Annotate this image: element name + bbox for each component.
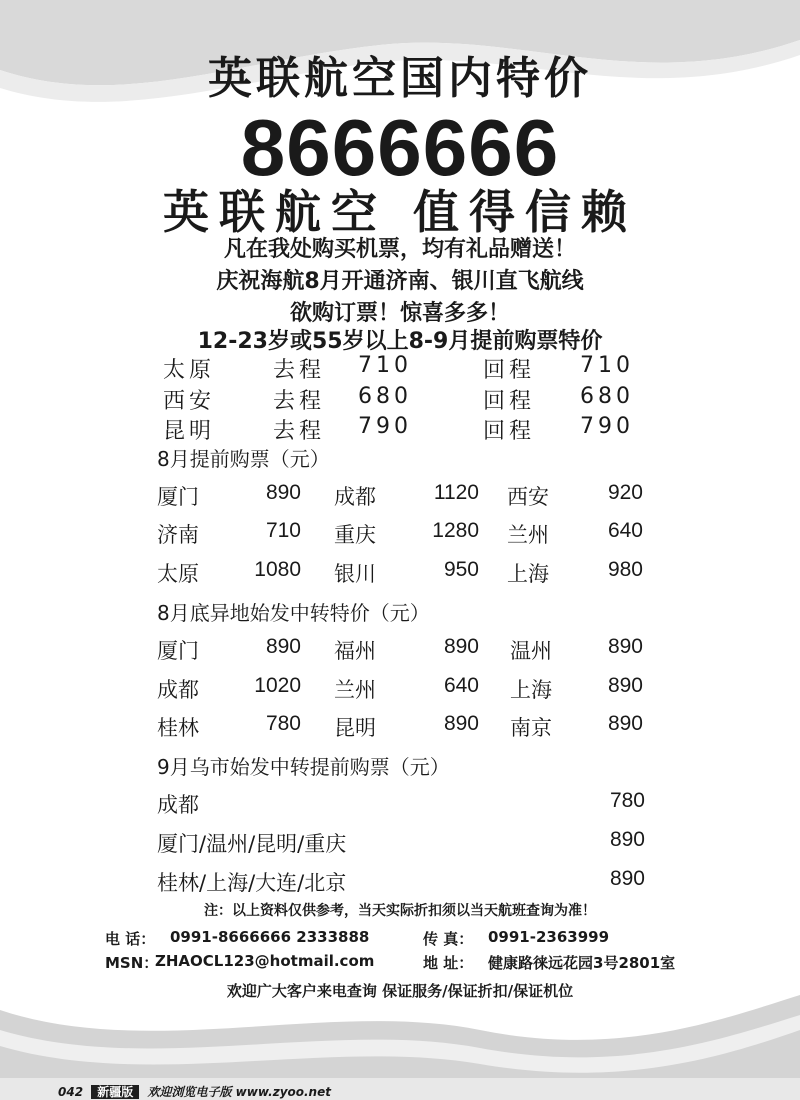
page-footer: [58, 1083, 331, 1100]
route-dest: 成都: [157, 793, 199, 817]
route-price: 890: [609, 828, 645, 851]
promo-line: 欲购订票！惊喜多多！: [289, 301, 510, 326]
youth-city: 西安: [163, 389, 216, 414]
fare-price: 890: [265, 481, 301, 504]
fare-price: 890: [443, 635, 479, 658]
edition-badge: 新疆版: [91, 1085, 139, 1099]
promo-line: 凡在我处购买机票，均有礼品赠送！: [223, 237, 576, 262]
fare-city: 厦门: [157, 485, 199, 509]
route-dest: 桂林/上海/大连/北京: [157, 871, 347, 895]
fax-label: 传 真：: [423, 930, 474, 948]
fare-city: 昆明: [334, 716, 376, 740]
fare-city: 厦门: [157, 639, 199, 663]
fare-city: 上海: [507, 562, 549, 586]
fare-city: 桂林: [157, 716, 199, 740]
section-title-august: 8月提前购票（元）: [157, 447, 330, 471]
youth-out-price: 790: [358, 414, 412, 439]
fare-city: 温州: [510, 639, 552, 663]
fare-price: 890: [607, 674, 643, 697]
fare-price: 710: [265, 519, 301, 542]
route-dest: 厦门/温州/昆明/重庆: [157, 832, 347, 856]
disclaimer-note: 注：以上资料仅供参考，当天实际折扣须以当天航班查询为准！: [204, 903, 596, 919]
phone-value: 0991-8666666 2333888: [170, 928, 370, 946]
youth-out-label: 去程: [273, 358, 326, 383]
fare-price: 890: [607, 635, 643, 658]
route-price: 890: [609, 867, 645, 890]
youth-out-label: 去程: [273, 389, 326, 414]
hotline-number: 8666666: [240, 103, 560, 192]
fare-price: 950: [443, 558, 479, 581]
youth-ret-label: 回程: [483, 389, 536, 414]
footer-text: 欢迎浏览电子版: [147, 1085, 232, 1099]
fare-city: 成都: [334, 485, 376, 509]
fare-price: 890: [265, 635, 301, 658]
address-label: 地 址：: [423, 954, 474, 972]
fare-city: 西安: [507, 485, 549, 509]
fare-price: 1280: [432, 519, 479, 542]
youth-out-price: 710: [358, 353, 412, 378]
fare-city: 银川: [334, 562, 376, 586]
youth-city: 昆明: [163, 419, 216, 444]
fare-city: 南京: [510, 716, 552, 740]
msn-label: MSN：: [105, 954, 159, 972]
phone-label: 电 话：: [105, 930, 156, 948]
section-title-september: 9月乌市始发中转提前购票（元）: [157, 755, 450, 779]
fare-price: 780: [265, 712, 301, 735]
page-title: 英联航空国内特价: [208, 53, 592, 104]
msn-value: ZHAOCL123@hotmail.com: [155, 952, 375, 970]
fare-price: 640: [607, 519, 643, 542]
fare-city: 上海: [510, 678, 552, 702]
promo-line: 12-23岁或55岁以上8-9月提前购票特价: [197, 329, 603, 354]
fare-price: 1120: [433, 481, 479, 504]
fare-price: 980: [607, 558, 643, 581]
youth-out-price: 680: [358, 384, 412, 409]
fare-price: 640: [443, 674, 479, 697]
fare-city: 重庆: [334, 523, 376, 547]
fare-price: 890: [443, 712, 479, 735]
address-value: 健康路徕远花园3号2801室: [488, 954, 676, 972]
slogan: 英联航空 值得信赖: [162, 185, 637, 239]
route-price: 780: [609, 789, 645, 812]
fare-price: 1080: [254, 558, 301, 581]
fare-price: 890: [607, 712, 643, 735]
youth-ret-price: 790: [580, 414, 634, 439]
youth-out-label: 去程: [273, 419, 326, 444]
youth-city: 太原: [163, 358, 216, 383]
fax-value: 0991-2363999: [488, 928, 610, 946]
youth-ret-price: 710: [580, 353, 634, 378]
youth-ret-label: 回程: [483, 419, 536, 444]
youth-ret-price: 680: [580, 384, 634, 409]
fare-city: 兰州: [334, 678, 376, 702]
fare-price: 920: [607, 481, 643, 504]
youth-ret-label: 回程: [483, 358, 536, 383]
fare-city: 成都: [157, 678, 199, 702]
fare-city: 太原: [157, 562, 199, 586]
section-title-transfer: 8月底异地始发中转特价（元）: [157, 601, 430, 625]
fare-city: 福州: [334, 639, 376, 663]
fare-city: 兰州: [507, 523, 549, 547]
fare-city: 济南: [157, 523, 199, 547]
page-number: 042: [58, 1085, 84, 1099]
promo-line: 庆祝海航8月开通济南、银川直飞航线: [216, 269, 584, 294]
welcome-line: 欢迎广大客户来电查询 保证服务/保证折扣/保证机位: [226, 982, 574, 1000]
fare-price: 1020: [254, 674, 301, 697]
footer-url[interactable]: www.zyoo.net: [235, 1085, 331, 1099]
